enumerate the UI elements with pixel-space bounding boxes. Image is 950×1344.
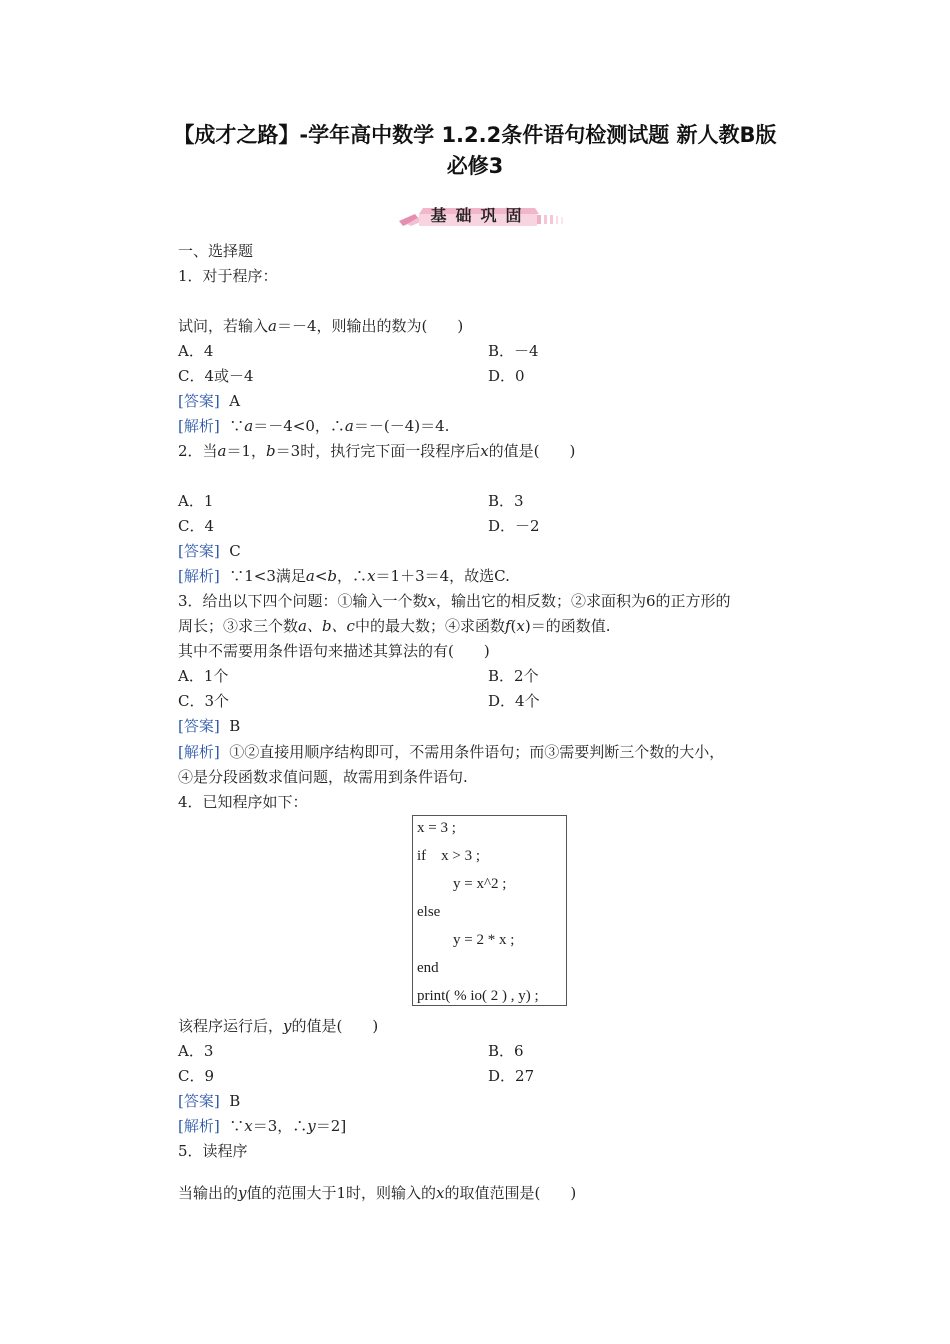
q5-text-2: 值的范围大于1时，则输入的 bbox=[246, 1184, 437, 1202]
q1-analysis-text: ∵ bbox=[229, 417, 245, 435]
analysis-tag: [解析] bbox=[178, 567, 220, 585]
q3-stem-line-2 bbox=[178, 616, 611, 636]
q2-analysis-text-2: ，∴ bbox=[337, 567, 368, 585]
q3-text: 3．给出以下四个问题：①输入一个数 bbox=[178, 592, 428, 610]
q4-code-box bbox=[412, 815, 567, 1006]
q2-option-a: A．1 bbox=[178, 492, 214, 510]
q5-var-x: x bbox=[436, 1184, 445, 1202]
q3-analysis-line-2: ④是分段函数求值问题，故需用到条件语句. bbox=[178, 768, 468, 786]
q4-stem: 4．已知程序如下： bbox=[178, 793, 308, 811]
section-banner bbox=[393, 202, 568, 226]
q3-text-4: 中的最大数；④求函数 bbox=[354, 617, 505, 635]
q4-analysis bbox=[178, 1116, 346, 1136]
document-title bbox=[100, 120, 850, 182]
code-line: x = 3 ; bbox=[417, 820, 456, 836]
q2-option-d: D．－2 bbox=[488, 517, 540, 535]
q1-option-a: A．4 bbox=[178, 342, 214, 360]
q3-analysis-text: ①②直接用顺序结构即可，不需用条件语句；而③需要判断三个数的大小， bbox=[229, 743, 725, 761]
q3-option-c: C．3个 bbox=[178, 692, 230, 710]
analysis-tag: [解析] bbox=[178, 417, 220, 435]
q2-var-x: x bbox=[480, 442, 489, 460]
q2-analysis-text: ∵1<3满足 bbox=[229, 567, 306, 585]
q1-analysis-var-2: a bbox=[344, 417, 354, 435]
q4-analysis-var-2: y bbox=[307, 1117, 316, 1135]
q2-analysis-var: a<b bbox=[305, 567, 338, 585]
q4-analysis-text-2: ＝3，∴ bbox=[252, 1117, 308, 1135]
q3-stem-line-1 bbox=[178, 591, 731, 611]
q2-analysis bbox=[178, 566, 510, 586]
q2-answer bbox=[178, 541, 241, 561]
q5-question bbox=[178, 1183, 576, 1203]
q4-option-b: B．6 bbox=[488, 1042, 524, 1060]
code-line: if x > 3 ; bbox=[417, 848, 481, 864]
q4-answer bbox=[178, 1091, 240, 1111]
banner-label: 基础巩固 bbox=[430, 206, 531, 225]
code-line: y = x^2 ; bbox=[453, 876, 507, 892]
answer-tag: [答案] bbox=[178, 717, 220, 735]
q3-option-d: D．4个 bbox=[488, 692, 540, 710]
q1-analysis-var: a bbox=[244, 417, 254, 435]
q4-question bbox=[178, 1016, 378, 1036]
answer-tag: [答案] bbox=[178, 392, 220, 410]
q4-option-c: C．9 bbox=[178, 1067, 215, 1085]
code-line: print( % io( 2 ) , y) ; bbox=[417, 988, 539, 1004]
q4-analysis-var: x bbox=[244, 1117, 253, 1135]
q1-var-a: a bbox=[268, 317, 277, 335]
q1-analysis bbox=[178, 416, 449, 436]
q2-stem bbox=[178, 441, 575, 461]
q3-answer-value: B bbox=[229, 717, 241, 735]
q3-var-x: x bbox=[427, 592, 437, 610]
title-line-1: 【成才之路】-学年高中数学 1.2.2条件语句检测试题 新人教B版 bbox=[173, 123, 777, 147]
q3-func-arg: x bbox=[516, 617, 525, 635]
q1-option-c: C．4或－4 bbox=[178, 367, 254, 385]
q5-text: 当输出的 bbox=[178, 1184, 239, 1202]
q1-option-b: B．－4 bbox=[488, 342, 539, 360]
q5-text-3: 的取值范围是( ) bbox=[444, 1184, 577, 1202]
q4-option-d: D．27 bbox=[488, 1067, 535, 1085]
q5-stem: 5．读程序 bbox=[178, 1142, 248, 1160]
q5-var-y: y bbox=[238, 1184, 247, 1202]
q1-question-text-2: ＝－4，则输出的数为( ) bbox=[276, 317, 464, 335]
q3-func: f bbox=[504, 617, 511, 635]
code-line: y = 2 * x ; bbox=[453, 932, 515, 948]
q2-analysis-var-2: x bbox=[367, 567, 376, 585]
q1-option-d: D．0 bbox=[488, 367, 525, 385]
q2-text-3: ＝3时，执行完下面一段程序后 bbox=[275, 442, 481, 460]
answer-tag: [答案] bbox=[178, 542, 220, 560]
q3-text-2: ，输出它的相反数；②求面积为6的正方形的 bbox=[436, 592, 731, 610]
q1-question bbox=[178, 316, 463, 336]
title-line-2: 必修3 bbox=[446, 154, 504, 178]
q3-option-a: A．1个 bbox=[178, 667, 229, 685]
q2-var-a: a bbox=[217, 442, 227, 460]
q4-option-a: A．3 bbox=[178, 1042, 214, 1060]
q4-text: 该程序运行后， bbox=[178, 1017, 284, 1035]
q1-question-text: 试问，若输入 bbox=[178, 317, 269, 335]
q2-answer-value: C bbox=[229, 542, 241, 560]
q4-analysis-text-3: ＝2] bbox=[315, 1117, 347, 1135]
q1-analysis-text-2: ＝－4<0，∴ bbox=[253, 417, 345, 435]
q2-text: 2．当 bbox=[178, 442, 218, 460]
q1-analysis-text-3: ＝－(－4)＝4. bbox=[353, 417, 450, 435]
q3-paren: ( bbox=[510, 617, 517, 635]
q2-var-b: b bbox=[266, 442, 276, 460]
section-heading: 一、选择题 bbox=[178, 242, 254, 260]
q1-answer-value: A bbox=[229, 392, 241, 410]
q4-answer-value: B bbox=[229, 1092, 241, 1110]
q2-analysis-text-3: ＝1＋3＝4，故选C. bbox=[375, 567, 510, 585]
q1-stem: 1．对于程序： bbox=[178, 267, 278, 285]
q3-question: 其中不需要用条件语句来描述其算法的有( ) bbox=[178, 642, 490, 660]
q3-text-3: 周长；③求三个数 bbox=[178, 617, 299, 635]
q4-analysis-text: ∵ bbox=[229, 1117, 245, 1135]
q4-var-y: y bbox=[283, 1017, 292, 1035]
code-line: else bbox=[417, 904, 441, 920]
answer-tag: [答案] bbox=[178, 1092, 220, 1110]
q4-text-2: 的值是( ) bbox=[291, 1017, 379, 1035]
q3-text-5: )＝的函数值. bbox=[524, 617, 611, 635]
q1-answer bbox=[178, 391, 240, 411]
analysis-tag: [解析] bbox=[178, 743, 220, 761]
q2-text-2: ＝1， bbox=[226, 442, 267, 460]
q2-option-c: C．4 bbox=[178, 517, 215, 535]
q2-option-b: B．3 bbox=[488, 492, 524, 510]
q3-vars: a、b、c bbox=[298, 617, 355, 635]
analysis-tag: [解析] bbox=[178, 1117, 220, 1135]
code-line: end bbox=[417, 960, 439, 976]
q3-answer bbox=[178, 716, 240, 736]
q3-analysis-line-1 bbox=[178, 742, 724, 762]
q3-option-b: B．2个 bbox=[488, 667, 539, 685]
q2-text-4: 的值是( ) bbox=[488, 442, 576, 460]
